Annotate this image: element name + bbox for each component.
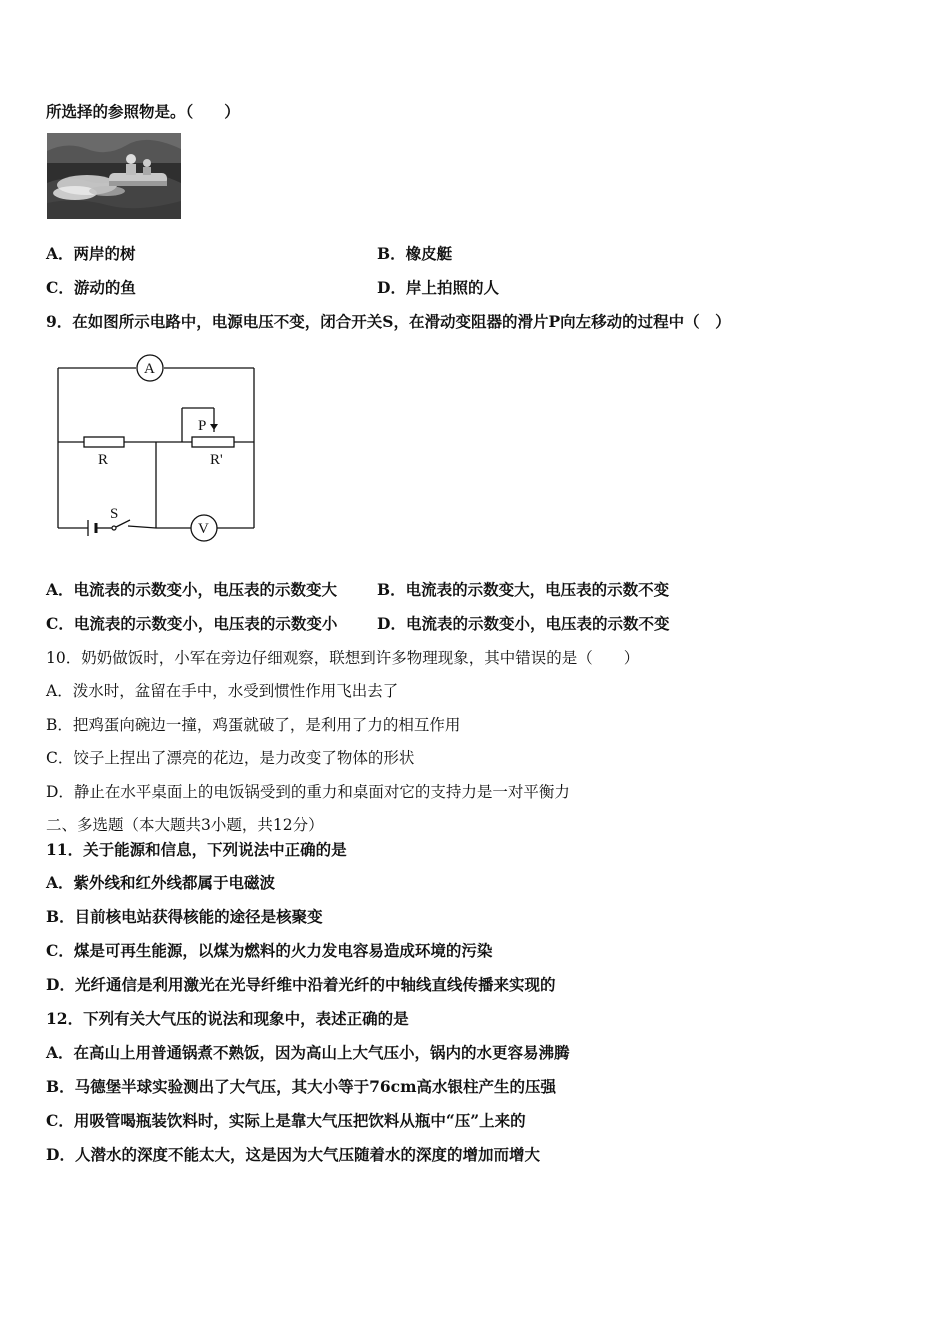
ammeter-label: A	[144, 361, 155, 377]
switch-label: S	[110, 506, 119, 522]
q12-option-d: D．人潜水的深度不能太大，这是因为大气压随着水的深度的增加而增大	[46, 1145, 540, 1164]
voltmeter-label: V	[198, 521, 209, 537]
q11-option-c: C．煤是可再生能源，以煤为燃料的火力发电容易造成环境的污染	[46, 941, 493, 960]
q10-option-d: D．静止在水平桌面上的电饭锅受到的重力和桌面对它的支持力是一对平衡力	[46, 783, 570, 801]
section2-title: 二、多选题（本大题共3小题，共12分）	[46, 816, 324, 834]
q12-option-a: A．在高山上用普通锅煮不熟饭，因为高山上大气压小，锅内的水更容易沸腾	[46, 1043, 570, 1062]
rheostat-icon	[192, 437, 234, 447]
switch-contact-icon	[112, 526, 116, 530]
resistor-icon	[84, 437, 124, 447]
resistor-label: R	[98, 452, 109, 468]
circuit-diagram-svg	[50, 350, 270, 545]
q8-option-a: A．两岸的树	[46, 244, 136, 263]
q10-stem: 10．奶奶做饭时，小军在旁边仔细观察，联想到许多物理现象，其中错误的是（ ）	[46, 649, 640, 667]
q9-option-a: A．电流表的示数变小，电压表的示数变大	[46, 580, 338, 599]
q11-option-b: B．目前核电站获得核能的途径是核聚变	[46, 907, 323, 926]
q8-option-c: C．游动的鱼	[46, 278, 136, 297]
slider-label: P	[198, 418, 207, 434]
q10-option-b: B．把鸡蛋向碗边一撞，鸡蛋就破了，是利用了力的相互作用	[46, 716, 461, 734]
q12-stem: 12．下列有关大气压的说法和现象中，表述正确的是	[46, 1009, 409, 1028]
q8-stem-end: 所选择的参照物是。（ ）	[46, 102, 240, 121]
q10-option-c: C．饺子上捏出了漂亮的花边，是力改变了物体的形状	[46, 749, 415, 767]
q10-option-a: A．泼水时，盆留在手中，水受到惯性作用飞出去了	[46, 682, 399, 700]
q12-option-b: B．马德堡半球实验测出了大气压，其大小等于76cm高水银柱产生的压强	[46, 1077, 557, 1096]
q9-option-d: D．电流表的示数变小，电压表的示数不变	[377, 614, 670, 633]
q11-option-d: D．光纤通信是利用激光在光导纤维中沿着光纤的中轴线直线传播来实现的	[46, 975, 556, 994]
q12-option-c: C．用吸管喝瓶装饮料时，实际上是靠大气压把饮料从瓶中“压”上来的	[46, 1111, 526, 1130]
q8-option-d: D．岸上拍照的人	[377, 278, 499, 297]
q8-option-b: B．橡皮艇	[377, 244, 453, 263]
q9-option-c: C．电流表的示数变小，电压表的示数变小	[46, 614, 338, 633]
rafting-photo	[47, 133, 181, 219]
q11-stem: 11．关于能源和信息，下列说法中正确的是	[46, 840, 347, 859]
q9-stem: 9．在如图所示电路中，电源电压不变，闭合开关S，在滑动变阻器的滑片P向左移动的过程中（ ）	[46, 312, 731, 331]
q11-option-a: A．紫外线和红外线都属于电磁波	[46, 873, 276, 892]
rheostat-label: R'	[210, 452, 223, 468]
slider-arrow-icon	[210, 424, 218, 430]
q9-option-b: B．电流表的示数变大，电压表的示数不变	[377, 580, 670, 599]
circuit-diagram	[50, 350, 270, 549]
rafting-photo-icon	[47, 133, 181, 219]
